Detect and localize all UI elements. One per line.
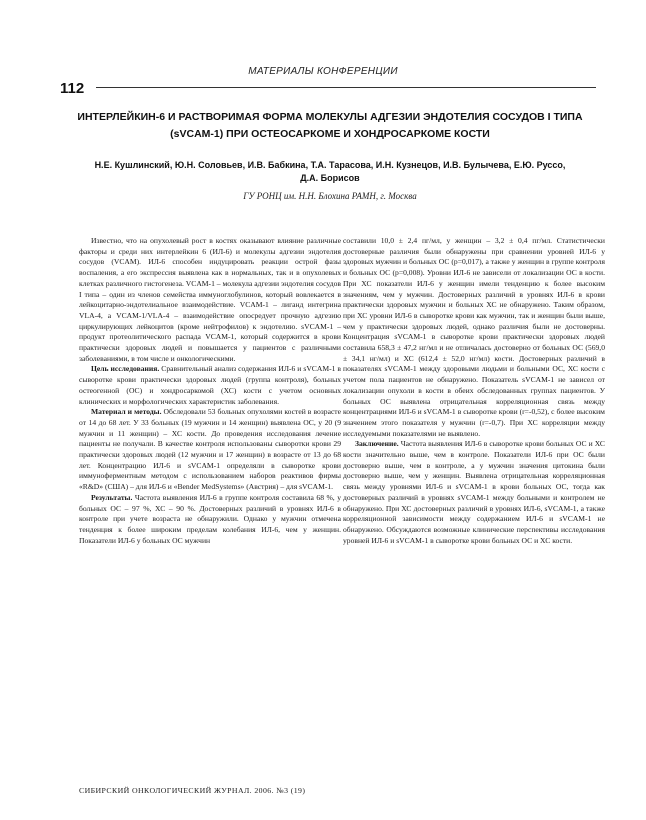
conclusion-text: Частота выявления ИЛ-6 в сыворотке крови больных ОС и ХС кости значительно выше, чем в контроле. Показатели ИЛ-6 при ОС были достоверно выше, чем в контроле, а у мужчин значения цитокина были достоверно выше, чем у женщин. Выявлена отрицательная корреляционная связь между уровнями ИЛ-6 и sVCAM-1 в крови больных ОС, тогда как достоверных различий в уровнях sVCAM-1 между больными и контролем не обнаружено. При ХС достоверных различий в уровнях ИЛ-6, sVCAM-1, а также корреляционной зависимости между содержанием ИЛ-6 и sVCAM-1 не обнаружено. Обсуждаются возможные клинические перспективы исследования уровней ИЛ-6 и sVCAM-1 в сыворотке крови больных ОС и ХС кости.	[343, 439, 605, 545]
results-continued-paragraph: составили 10,0 ± 2,4 пг/мл, у женщин – 3,2 ± 0,4 пг/мл. Статистически достоверные различия были обнаружены при сравнении уровней ИЛ-6 у здоровых мужчин и больных ОС (p=0,017), а также у женщин в группе контроля и больных ОС (p=0,008). Уровни ИЛ-6 не зависели от локализации ОС в кости. При ХС показатели ИЛ-6 у женщин имели тенденцию к более высоким значениям, чем у мужчин. Достоверных различий в уровнях ИЛ-6 в крови практически здоровых мужчин и больных ХС не обнаружено. Таким образом, при ХС уровни ИЛ-6 в сыворотке крови как мужчин, так и женщин были выше, чем у практически здоровых людей, однако различия были не достоверны. Концентрация sVCAM-1 в сыворотке крови практически здоровых людей составила 658,3 ± 47,2 нг/мл и не отличалась достоверно от больных ОС (569,0 ± 34,1 нг/мл) и ХС (612,4 ± 52,0 нг/мл) кости. Достоверных различий в показателях sVCAM-1 между здоровыми людьми и больными ОС, ХС кости с учетом пола пациентов не обнаружено. Показатель sVCAM-1 не зависел от локализации опухоли в кости в обеих обследованных группах пациентов. У больных ОС выявлена отрицательная корреляционная связь между концентрациями ИЛ-6 и sVCAM-1 в сыворотке крови (r=-0,52), с более высоким значением этого показателя у мужчин (r=-0,7). При ХС корреляции между исследуемыми показателями не выявлено.	[343, 236, 605, 438]
right-column	[343, 236, 605, 546]
results-paragraph	[79, 493, 341, 547]
conclusion-heading: Заключение.	[355, 439, 399, 449]
author-list	[60, 159, 600, 185]
left-column	[79, 236, 341, 546]
article-title	[60, 109, 600, 143]
page-number: 112	[60, 80, 85, 97]
aim-text: Сравнительный анализ содержания ИЛ-6 и sVCAM-1 в сыворотке крови практически здоровых людей (группа контроля), больных остеогенной (ОС) и хондросаркомой (ХС) кости с учетом основных клинических и морфологических характеристик заболевания.	[79, 364, 342, 406]
author-list-line-2: Д.А. Борисов	[300, 173, 360, 183]
methods-text: Обследовали 53 больных опухолями костей в возрасте от 14 до 68 лет. У 33 больных (19 мужчин и 14 женщин) выявлена ОС, у 20 (9 мужчин и 11 женщин) – ХС кости. До проведения исследования лечение пациенты не получали. В качестве контроля использованы сыворотки крови 29 практически здоровых людей (12 мужчин и 17 женщин) в возрасте от 13 до 68 лет. Концентрацию ИЛ-6 и sVCAM-1 определяли в сыворотке крови иммуноферментным методом с использованием наборов реактивов фирмы «R&D» (США) – для ИЛ-6 и «Bender MedSystems» (Австрия) – для sVCAM-1.	[79, 407, 341, 492]
conclusion-paragraph	[343, 439, 605, 546]
author-list-line-1: Н.Е. Кушлинский, Ю.Н. Соловьев, И.В. Бабкина, Т.А. Тарасова, И.Н. Кузнецов, И.В. Булычева, Е.Ю. Руссо,	[94, 160, 566, 170]
affiliation: ГУ РОНЦ им. Н.Н. Блохина РАМН, г. Москва	[243, 191, 417, 201]
aim-heading: Цель исследования.	[91, 364, 160, 374]
methods-heading: Материал и методы.	[91, 407, 162, 417]
journal-footer: СИБИРСКИЙ ОНКОЛОГИЧЕСКИЙ ЖУРНАЛ. 2006. №3 (19)	[79, 786, 306, 795]
results-heading: Результаты.	[91, 492, 133, 502]
methods-paragraph	[79, 407, 341, 493]
intro-paragraph: Известно, что на опухолевый рост в костях оказывают влияние различные факторы и среди них интерлейкин 6 (ИЛ-6) и молекулы адгезии эндотелия сосудов (VCAM). ИЛ-6 способен индуцировать реакции острой фазы воспаления, а его экспрессия выявлена как в нормальных, так и в опухолевых клетках различного гистогенеза. VCAM-1 – молекула адгезии эндотелия сосудов I типа – один из членов семейства иммуноглобулинов, который вовлекается в лейкоцитарно-эндотелиальное взаимодействие. VCAM-1 – лиганд интегрина VLA-4, а VCAM-1/VLA-4 – взаимодействие опосредует прочную адгезию циркулирующих лейкоцитов (кроме нейтрофилов) к эндотелию. sVCAM-1 – продукт протеолитического распада VCAM-1, который содержится в крови практически здоровых людей и повышается у пациентов с различными заболеваниями, в том числе и онкологическими.	[79, 236, 341, 363]
aim-paragraph	[79, 364, 341, 407]
article-title-line-2: (sVCAM-1) ПРИ ОСТЕОСАРКОМЕ И ХОНДРОСАРКОМЕ КОСТИ	[170, 128, 490, 140]
section-label: МАТЕРИАЛЫ КОНФЕРЕНЦИИ	[248, 66, 398, 77]
header-divider	[96, 87, 596, 88]
article-title-line-1: ИНТЕРЛЕЙКИН-6 И РАСТВОРИМАЯ ФОРМА МОЛЕКУЛЫ АДГЕЗИИ ЭНДОТЕЛИЯ СОСУДОВ I ТИПА	[77, 111, 583, 123]
results-text: Частота выявления ИЛ-6 в группе контроля составила 68 %, у больных ОС – 97 %, ХС – 90 %. Достоверных различий в уровнях ИЛ-6 в контроле при учете возраста не обнаружили. Однако у мужчин отмечена тенденция к более широким пределам колебания ИЛ-6, чем у женщин. Показатели ИЛ-6 у больных ОС мужчин	[79, 492, 341, 545]
